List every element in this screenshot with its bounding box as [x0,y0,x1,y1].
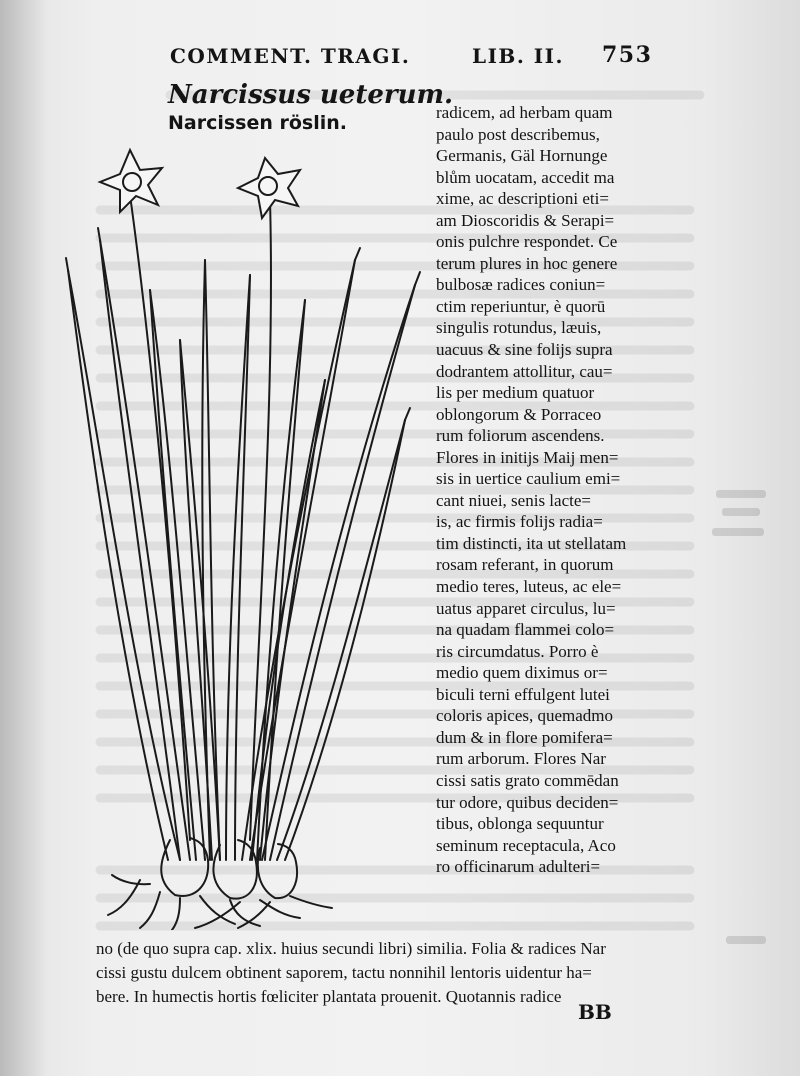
text-column [436,102,686,878]
text-line: bulbosæ radices coniun= [436,275,606,295]
book-number: LIB. II. [472,44,564,68]
narcissus-woodcut-illustration [60,140,430,930]
narcissus-flower [238,158,300,218]
text-line: Flores in initijs Maij men= [436,447,619,467]
text-line: biculi terni effulgent lutei [436,684,610,704]
text-line: rosam referant, in quorum [436,555,614,575]
text-line: ctim reperiuntur, è quorū [436,296,606,316]
text-line: cant niuei, senis lacte= [436,490,591,510]
text-line: cissi satis grato commēdan [436,770,619,790]
flower-stem [130,195,190,840]
text-line: rum arborum. Flores Nar [436,749,606,769]
text-line: onis pulchre respondet. Ce [436,232,618,252]
running-title: COMMENT. TRAGI. [170,44,411,68]
page-number: 753 [602,42,653,68]
text-line: terum plures in hoc genere [436,253,618,273]
text-line: dodrantem attollitur, cau= [436,361,613,381]
text-line: tur odore, quibus deciden= [436,792,619,812]
text-line: seminum receptacula, Aco [436,835,616,855]
text-line: xime, ac descriptioni eti= [436,189,609,209]
text-line: uacuus & sine folijs supra [436,340,613,360]
text-line: rum foliorum ascendens. [436,426,605,446]
text-line: no (de quo supra cap. xlix. huius secundi libri) similia. Folia & radices Nar [96,939,606,958]
text-line: radicem, ad herbam quam [436,103,613,122]
text-line: tim distincti, ita ut stellatam [436,533,627,553]
running-head [170,40,690,74]
text-line: oblongorum & Porraceo [436,404,602,424]
text-line: lis per medium quatuor [436,383,595,403]
text-line: tibus, oblonga sequuntur [436,814,604,834]
plant-vernacular-name: Narcissen röslin. [168,112,348,134]
text-line: am Dioscoridis & Serapi= [436,210,615,230]
text-line: coloris apices, quemadmo [436,706,614,726]
text-line: Germanis, Gäl Hornunge [436,146,608,166]
text-line: sis in uertice caulium emi= [436,469,621,489]
text-line: medio quem diximus or= [436,663,608,683]
text-line: singulis rotundus, læuis, [436,318,602,338]
text-line: cissi gustu dulcem obtinent saporem, tactu nonnihil lentoris uidentur ha= [96,963,592,982]
text-line: ro officinarum adulteri= [436,857,601,877]
text-line: paulo post describemus, [436,124,600,144]
text-line: na quadam flammei colo= [436,620,615,640]
text-line: dum & in flore pomifera= [436,727,613,747]
text-line: is, ac firmis folijs radia= [436,512,603,532]
text-line: bere. In humectis hortis fœliciter plantata prouenit. Quotannis radice [96,987,562,1006]
plant-title: Narcissus ueterum. [168,80,454,110]
text-line: uatus apparet circulus, lu= [436,598,616,618]
full-width-text [96,937,696,1009]
text-line: blům uocatam, accedit ma [436,167,615,187]
text-line: ris circumdatus. Porro è [436,641,599,661]
signature-mark: BB [578,1000,612,1024]
text-line: medio teres, luteus, ac ele= [436,577,622,597]
